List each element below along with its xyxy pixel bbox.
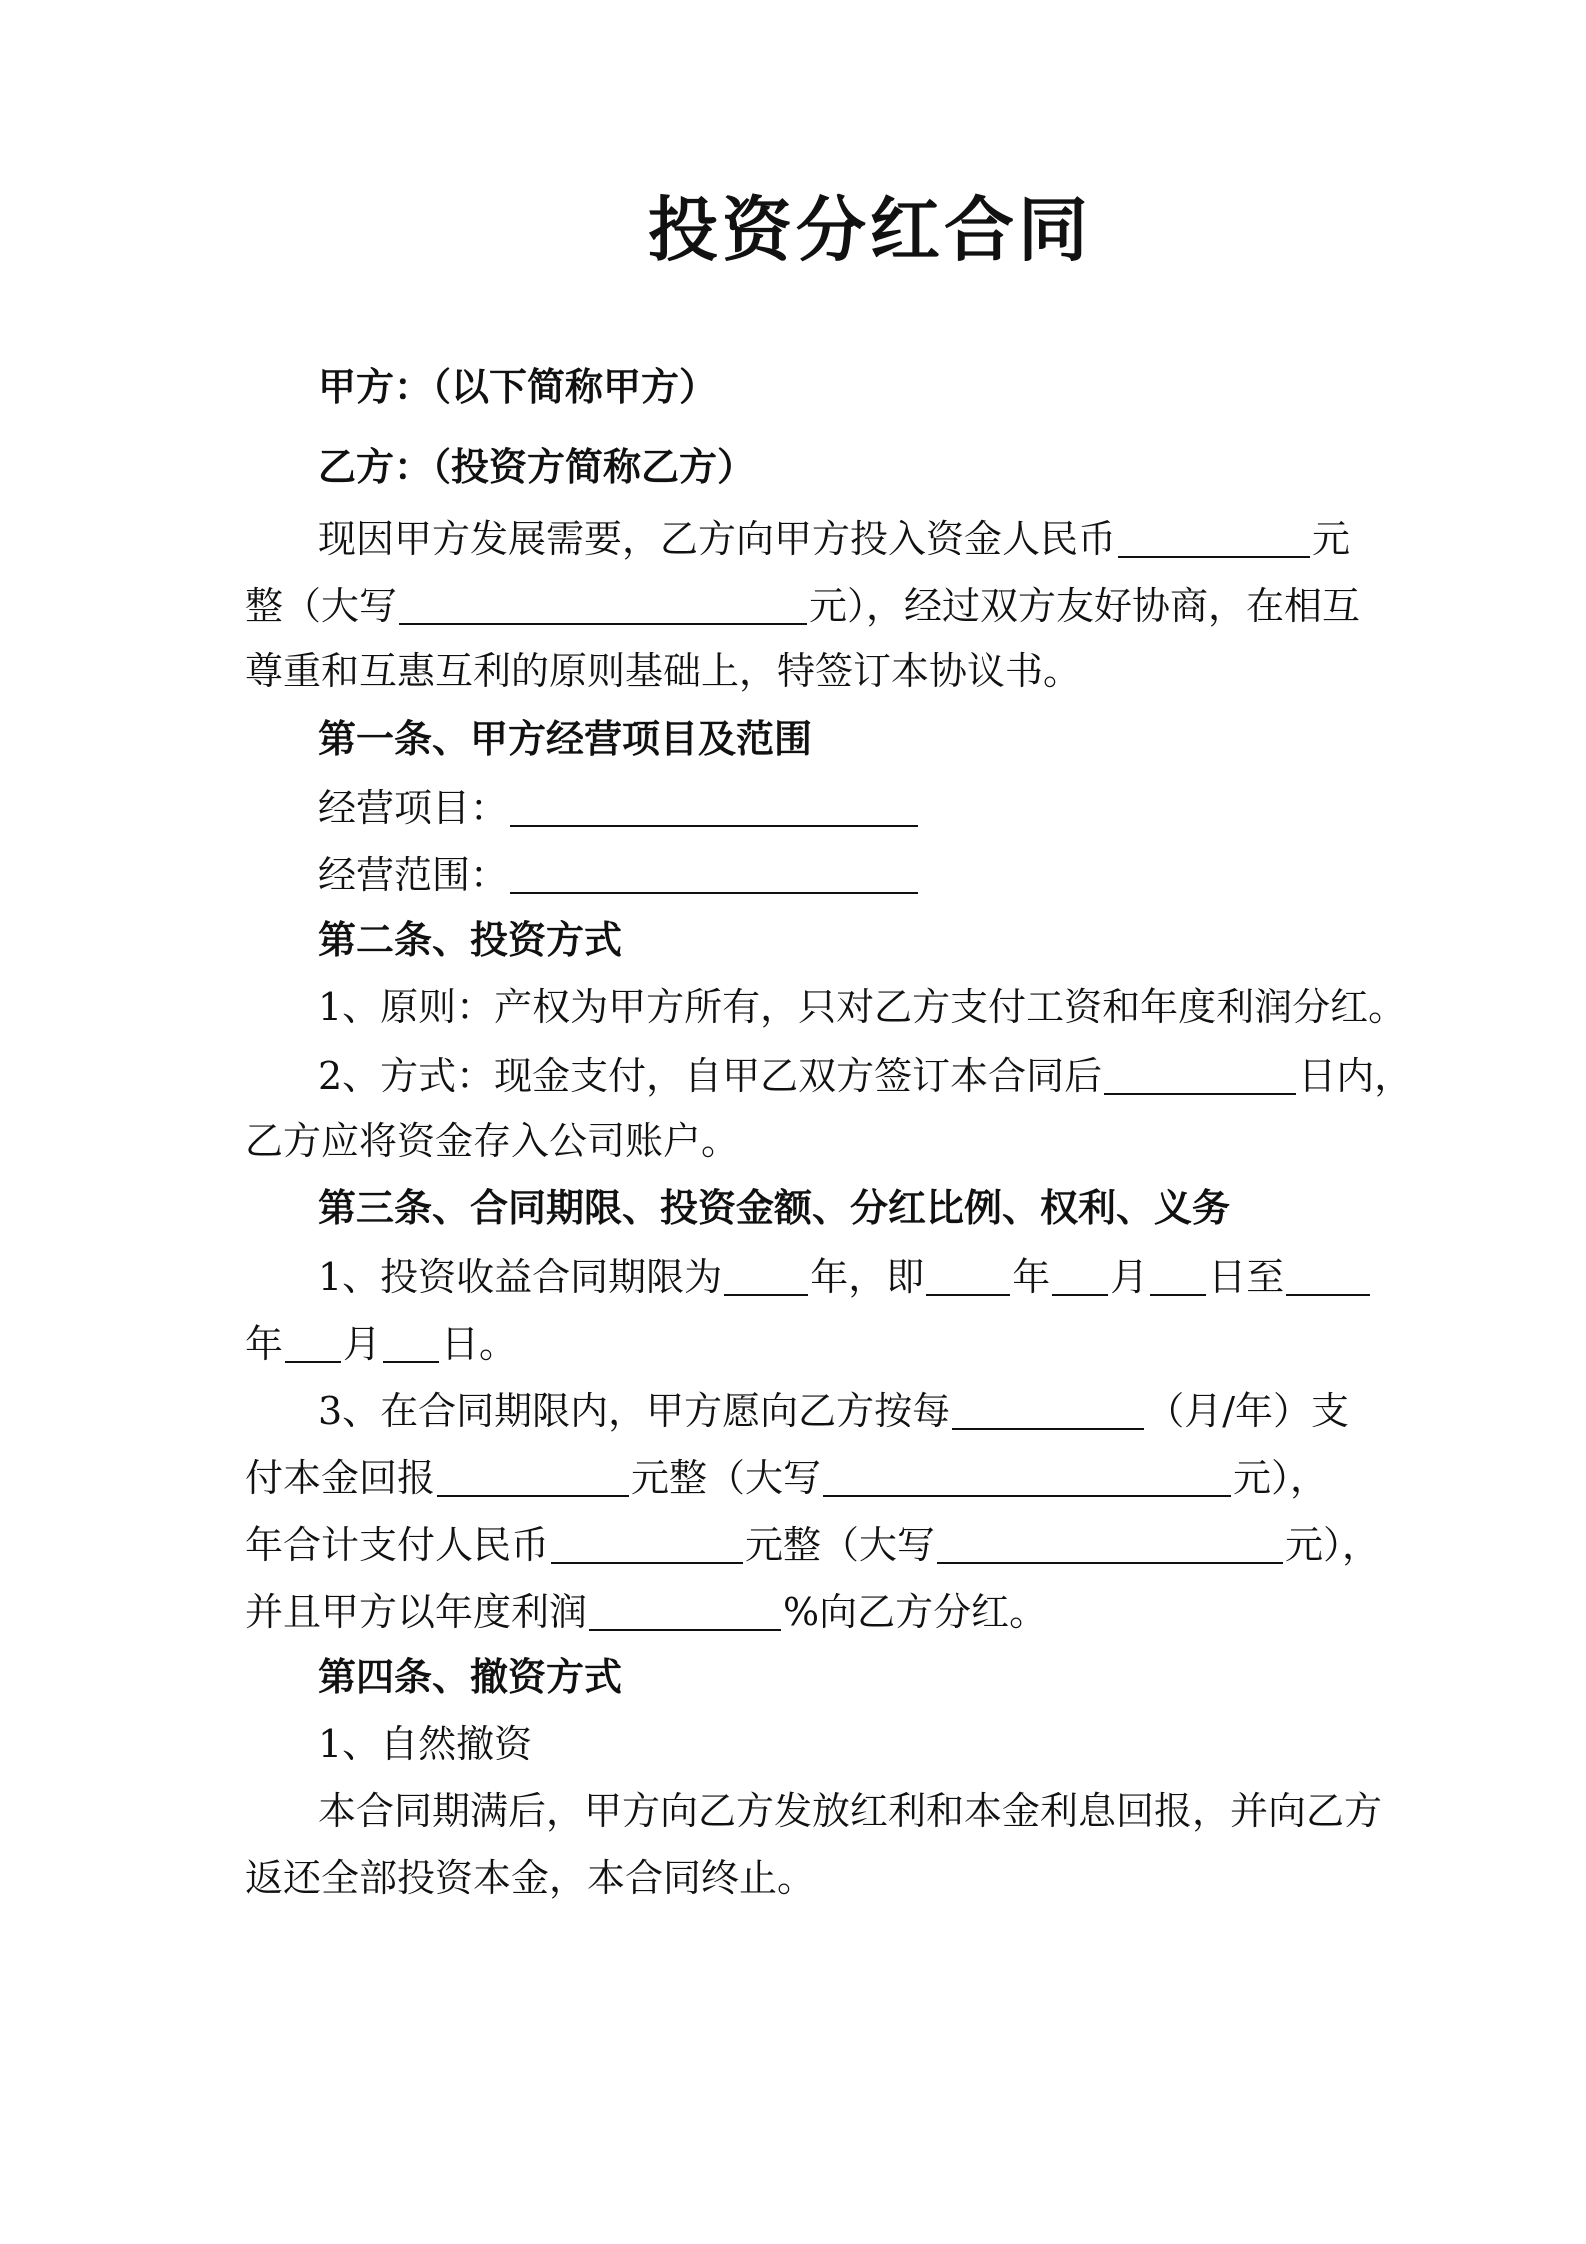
party-a-note: （以下简称甲方） — [432, 364, 718, 409]
clause-text: 元整（大写 — [631, 1456, 822, 1500]
article-3-clause-1 — [318, 1255, 1372, 1299]
business-scope-label: 经营范围： — [318, 853, 509, 897]
article-2-clause-2 — [318, 1054, 1413, 1098]
article-4-clause-1-body-cont: 返还全部投资本金，本合同终止。 — [245, 1856, 816, 1900]
clause-text: 日内， — [1298, 1054, 1413, 1098]
annual-total-blank — [551, 1524, 743, 1564]
article-3-clause-3-cont-3 — [245, 1590, 1048, 1634]
end-day-blank — [383, 1323, 439, 1363]
article-4-clause-1: 1、自然撤资 — [318, 1722, 533, 1766]
clause-text: 日至 — [1208, 1255, 1285, 1299]
term-years-blank — [724, 1256, 808, 1296]
article-3-heading: 第三条、合同期限、投资金额、分红比例、权利、义务 — [318, 1185, 1231, 1230]
clause-text: 月 — [343, 1322, 382, 1366]
clause-text: 年 — [245, 1322, 284, 1366]
amount-words-blank — [399, 585, 807, 625]
business-item-blank — [510, 787, 918, 827]
preamble-line-2 — [245, 584, 1361, 628]
clause-text: 元）， — [1233, 1456, 1329, 1500]
party-b-note: （投资方简称乙方） — [432, 444, 756, 489]
party-b-label: 乙方： — [318, 444, 433, 489]
start-day-blank — [1150, 1256, 1206, 1296]
preamble-text: 现因甲方发展需要，乙方向甲方投入资金人民币 — [318, 517, 1117, 561]
clause-text: 元）， — [1285, 1523, 1381, 1567]
clause-text: 3、在合同期限内，甲方愿向乙方按每 — [318, 1389, 951, 1433]
start-month-blank — [1052, 1256, 1108, 1296]
article-2-clause-2-cont: 乙方应将资金存入公司账户。 — [245, 1119, 740, 1163]
article-3-clause-3-cont-1 — [245, 1456, 1329, 1500]
business-item-line — [318, 786, 920, 830]
annual-total-words-blank — [937, 1524, 1283, 1564]
clause-text: 日。 — [441, 1322, 518, 1366]
end-year-blank — [1286, 1256, 1370, 1296]
party-b-line — [318, 444, 756, 489]
article-4-heading: 第四条、撤资方式 — [318, 1654, 623, 1699]
preamble-text: 尊重和互惠互利的原则基础上，特签订本协议书。 — [245, 649, 1082, 693]
start-year-blank — [926, 1256, 1010, 1296]
clause-text: 并且甲方以年度利润 — [245, 1590, 588, 1634]
clause-text: 2、方式：现金支付，自甲乙双方签订本合同后 — [318, 1054, 1103, 1098]
clause-text: 年，即 — [810, 1255, 925, 1299]
article-2-clause-1: 1、原则：产权为甲方所有，只对乙方支付工资和年度利润分红。 — [318, 985, 1407, 1029]
article-3-clause-3-cont-2 — [245, 1523, 1381, 1567]
article-4-clause-1-body: 本合同期满后，甲方向乙方发放红利和本金利息回报，并向乙方 — [318, 1789, 1383, 1833]
principal-return-words-blank — [823, 1457, 1231, 1497]
preamble-line-3 — [245, 649, 1082, 693]
clause-text: （月/年）支 — [1146, 1389, 1349, 1433]
document-title: 投资分红合同 — [648, 188, 1092, 271]
end-month-blank — [285, 1323, 341, 1363]
business-scope-line — [318, 853, 920, 897]
clause-text: 1、投资收益合同期限为 — [318, 1255, 723, 1299]
article-3-clause-1-cont — [245, 1322, 518, 1366]
clause-text: 年合计支付人民币 — [245, 1523, 550, 1567]
clause-text: 付本金回报 — [245, 1456, 436, 1500]
clause-text: 元整（大写 — [745, 1523, 936, 1567]
business-scope-blank — [510, 854, 918, 894]
clause-text: 月 — [1110, 1255, 1149, 1299]
article-1-heading: 第一条、甲方经营项目及范围 — [318, 716, 813, 761]
preamble-unit: 元 — [1312, 517, 1351, 561]
preamble-text: 整（大写 — [245, 584, 398, 628]
profit-percent-blank — [589, 1591, 781, 1631]
period-blank — [952, 1390, 1144, 1430]
party-a-line — [318, 364, 718, 409]
clause-text: 年 — [1012, 1255, 1051, 1299]
preamble-line-1 — [318, 517, 1351, 561]
clause-text: %向乙方分红。 — [783, 1590, 1048, 1634]
article-2-heading: 第二条、投资方式 — [318, 917, 623, 962]
preamble-text: 元），经过双方友好协商，在相互 — [809, 584, 1361, 628]
days-blank — [1104, 1055, 1296, 1095]
principal-return-blank — [437, 1457, 629, 1497]
amount-blank — [1118, 518, 1310, 558]
party-a-label: 甲方： — [318, 364, 433, 409]
business-item-label: 经营项目： — [318, 786, 509, 830]
article-3-clause-3 — [318, 1389, 1349, 1433]
